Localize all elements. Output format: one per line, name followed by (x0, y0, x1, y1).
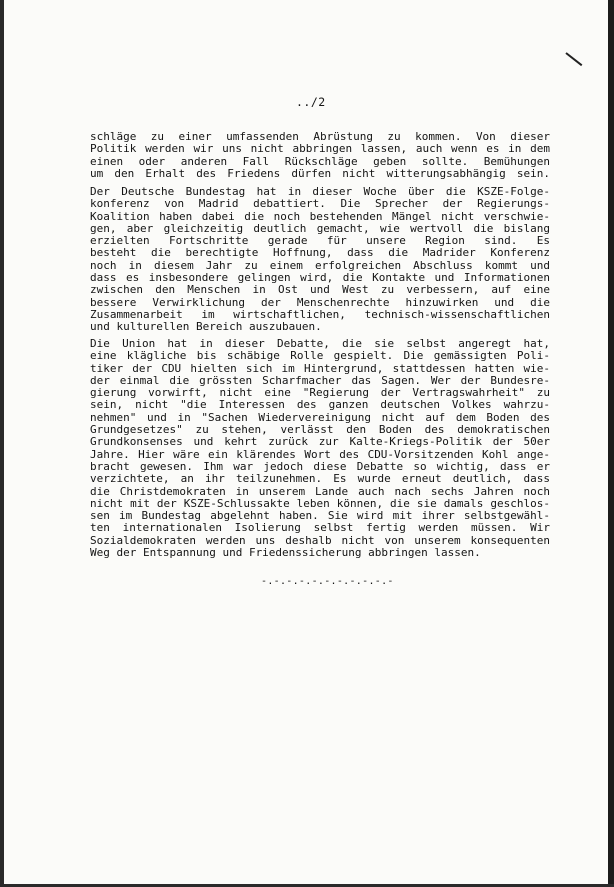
text-line: ten internationalen Isolierung selbst fertig werden müssen. Wir (90, 521, 550, 535)
text-line: nehmen" und in "Sachen Wiedervereinigung nicht auf dem Boden des (90, 410, 550, 424)
text-line: tiker der CDU hielten sich im Hintergrund, stattdessen hatten wie- (90, 361, 550, 375)
text-line: Grundgesetzes" zu stehen, verlässt den Boden des demokratischen (90, 423, 550, 437)
text-line: konferenz von Madrid debattiert. Die Sprecher der Regierungs- (90, 197, 550, 211)
text-line: Zusammenarbeit im wirtschaftlichen, technisch-wissenschaftlichen (90, 307, 550, 321)
text-line: bracht gewesen. Ihm war jedoch diese Debatte so wichtig, dass er (90, 459, 550, 473)
paragraph-1 (90, 131, 550, 180)
text-line: bessere Verwirklichung der Menschenrechte hinzuwirken und die (90, 295, 550, 309)
text-line: die Christdemokraten in unserem Lande auch nach sechs Jahren noch (90, 484, 550, 498)
text-line: sein, nicht "die Interessen des ganzen deutschen Volkes wahrzu- (90, 398, 550, 412)
text-line: Der Deutsche Bundestag hat in dieser Woche über die KSZE-Folge- (90, 185, 550, 198)
text-line: erzielten Fortschritte gerade für unsere Region sind. Es (90, 234, 550, 248)
text-line: und kulturellen Bereich auszubauen. (90, 320, 322, 334)
text-line: nicht mit der KSZE-Schlussakte leben können, die sie damals geschlos- (90, 496, 550, 510)
text-line: Grundkonsenses und kehrt zurück zur Kalte-Kriegs-Politik der 50er (90, 435, 550, 449)
paragraph-2 (90, 186, 550, 334)
text-line: schläge zu einer umfassenden Abrüstung zu kommen. Von dieser (90, 130, 550, 143)
text-line: um den Erhalt des Friedens dürfen nicht witterungsabhängig sein. (90, 166, 550, 180)
text-line: verzichtete, an ihr teilzunehmen. Es wurde erneut deutlich, dass (90, 472, 550, 486)
text-line: gierung vorwirft, nicht eine "Regierung der Vertragswahrheit" zu (90, 386, 550, 400)
text-line: Weg der Entspannung und Friedenssicherung abbringen lassen. (90, 546, 481, 560)
paragraph-3 (90, 338, 550, 559)
end-separator: -.-.-.-.-.-.-.-.-.-.- (261, 576, 394, 587)
text-line: besteht die berechtigte Hoffnung, dass die Madrider Konferenz (90, 246, 550, 260)
text-line: sen im Bundestag abgelehnt haben. Sie wird mit ihrer selbstgewähl- (90, 509, 550, 523)
text-line: Koalition haben dabei die noch bestehenden Mängel nicht verschwie- (90, 209, 550, 223)
corner-pen-mark (565, 52, 582, 66)
text-line: Sozialdemokraten werden uns deshalb nicht von unserem konsequenten (90, 533, 550, 547)
text-line: noch in diesem Jahr zu einem erfolgreichen Abschluss kommt und (90, 258, 550, 272)
scan-right-edge (608, 0, 614, 887)
text-line: einen oder anderen Fall Rückschläge geben sollte. Bemühungen (90, 154, 550, 168)
text-line: gen, aber gleichzeitig deutlich gemacht, wie wertvoll die bislang (90, 221, 550, 235)
text-line: Jahre. Hier wäre ein klärendes Wort des CDU-Vorsitzenden Kohl ange- (90, 447, 550, 461)
text-line: Die Union hat in dieser Debatte, die sie selbst angeregt hat, (90, 337, 550, 350)
text-line: eine klägliche bis schäbige Rolle gespielt. Die gemässigten Poli- (90, 349, 550, 363)
page-number: ../2 (296, 95, 326, 109)
text-line: zwischen den Menschen in Ost und West zu verbessern, auf eine (90, 283, 550, 297)
text-line: Politik werden wir uns nicht abbringen lassen, auch wenn es in dem (90, 142, 550, 156)
scan-left-edge (0, 0, 4, 887)
text-line: der einmal die grössten Scharfmacher das Sagen. Wer der Bundesre- (90, 373, 550, 387)
text-line: dass es insbesondere gelingen wird, die Kontakte und Informationen (90, 271, 550, 285)
